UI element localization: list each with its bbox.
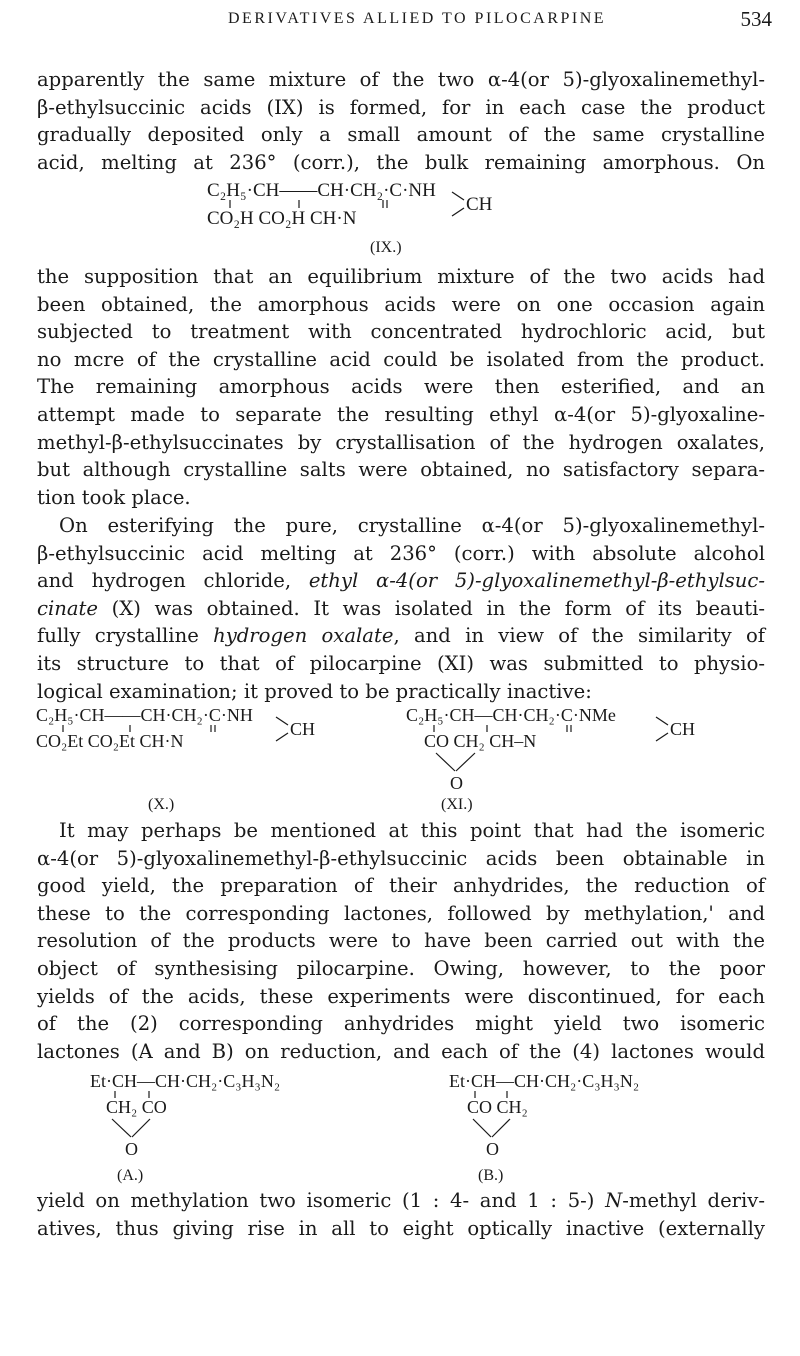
formula-ix (0, 176, 800, 258)
text-line: been obtained, the amorphous acids were on one occasion again (37, 292, 765, 316)
formula-ix-label: (IX.) (370, 239, 402, 256)
text-line: its structure to that of pilocarpine (XI) was submitted to physio- (37, 651, 765, 675)
formula-a-row2: CH₂ CO (106, 1097, 167, 1117)
formula-x-ch: CH (290, 719, 316, 739)
text-line: cinate (X) was obtained. It was isolated in the form of its beauti- (37, 596, 765, 620)
formula-ix-row1: C₂H₅·CH——CH·CH₂·C·NH (207, 180, 436, 201)
text-line: resolution of the products were to have been carried out with the (37, 929, 765, 953)
text-line: no mcre of the crystalline acid could be isolated from the product. (37, 347, 765, 371)
text-line: object of synthesising pilocarpine. Owing, however, to the poor (37, 956, 765, 980)
formula-ix-ch: CH (466, 194, 493, 215)
compound-name-italic: ethyl α-4(or 5)-glyoxalinemethyl-β-ethylsuc- (308, 569, 765, 593)
text-line: subjected to treatment with concentrated hydrochloric acid, but (37, 320, 765, 344)
text-line: yield on methylation two isomeric (1 : 4- and 1 : 5-) N-methyl deriv- (37, 1189, 765, 1212)
text-line: gradually deposited only a small amount of the same crystalline (37, 123, 765, 147)
formula-xi-label: (XI.) (441, 796, 473, 813)
paragraph-2 (37, 263, 765, 511)
text-line: fully crystalline hydrogen oxalate, and in view of the similarity of (37, 624, 765, 648)
running-title: DERIVATIVES ALLIED TO PILOCARPINE (228, 10, 607, 27)
page-number: 534 (740, 7, 772, 31)
text-line: attempt made to separate the resulting ethyl α-4(or 5)-glyoxaline- (37, 402, 765, 426)
running-header (0, 4, 800, 40)
formula-x-row2: CO₂Et CO₂Et CH·N (36, 731, 184, 751)
text-line: of the (2) corresponding anhydrides might yield two isomeric (37, 1012, 765, 1036)
formula-a-label: (A.) (117, 1167, 144, 1184)
text-line: acid, melting at 236° (corr.), the bulk remaining amorphous. On (37, 150, 765, 174)
text-line: The remaining amorphous acids were then esterified, and an (37, 375, 765, 399)
text-line: good yield, the preparation of their anhydrides, the reduction of (37, 874, 765, 898)
text-line: On esterifying the pure, crystalline α-4(or 5)-glyoxalinemethyl- (59, 514, 765, 537)
text-line: and hydrogen chloride, ethyl α-4(or 5)-glyoxalinemethyl-β-ethylsuc- (37, 569, 765, 593)
formula-xi-ch: CH (670, 719, 696, 739)
text-line: but although crystalline salts were obtained, no satisfactory separa- (37, 458, 765, 482)
formula-b-oxygen: O (486, 1139, 499, 1159)
text-line: β-ethylsuccinic acid melting at 236° (corr.) with absolute alcohol (37, 541, 765, 565)
salt-name-italic: hydrogen oxalate (213, 624, 394, 648)
formula-ix-row2: CO₂H CO₂H CH·N (207, 208, 357, 229)
text-line: lactones (A and B) on reduction, and each of the (4) lactones would (37, 1039, 765, 1063)
formula-xi-row1: C₂H₅·CH—CH·CH₂·C·NMe (406, 705, 616, 725)
text-line: yields of the acids, these experiments were discontinued, for each (37, 984, 765, 1008)
text-line: these to the corresponding lactones, followed by methylation,' and (37, 901, 765, 925)
text-line: β-ethylsuccinic acids (IX) is formed, for in each case the product (37, 95, 765, 119)
text-line: tion took place. (37, 485, 191, 509)
compound-name-italic-end: cinate (37, 596, 99, 620)
formula-b-row2: CO CH₂ (467, 1097, 528, 1117)
formula-b-row1: Et·CH—CH·CH₂·C₃H₃N₂ (449, 1071, 640, 1091)
paragraph-1 (37, 66, 765, 176)
text-line: logical examination; it proved to be practically inactive: (37, 679, 592, 703)
text-line: atives, thus giving rise in all to eight optically inactive (externally (37, 1216, 765, 1240)
text-line: the supposition that an equilibrium mixture of the two acids had (37, 265, 765, 288)
formula-a-row1: Et·CH—CH·CH₂·C₃H₃N₂ (90, 1071, 281, 1091)
formula-a-oxygen: O (125, 1139, 138, 1159)
paragraph-3 (37, 512, 765, 705)
text-line: It may perhaps be mentioned at this point that had the isomeric (59, 819, 765, 842)
formula-b-label: (B.) (478, 1167, 504, 1184)
text-line: apparently the same mixture of the two α-4(or 5)-glyoxalinemethyl- (37, 68, 765, 91)
text-line: methyl-β-ethylsuccinates by crystallisation of the hydrogen oxalates, (37, 430, 765, 454)
paragraph-5 (37, 1187, 765, 1242)
text-line: α-4(or 5)-glyoxalinemethyl-β-ethylsuccinic acids been obtainable in (37, 846, 765, 870)
paragraph-4 (37, 817, 765, 1065)
formula-x-xi (0, 703, 800, 815)
formula-x-label: (X.) (148, 796, 175, 813)
formula-xi-oxygen: O (450, 773, 463, 793)
formula-xi-row2: CO CH₂ CH–N (424, 731, 537, 751)
formula-x-row1: C₂H₅·CH——CH·CH₂·C·NH (36, 705, 253, 725)
